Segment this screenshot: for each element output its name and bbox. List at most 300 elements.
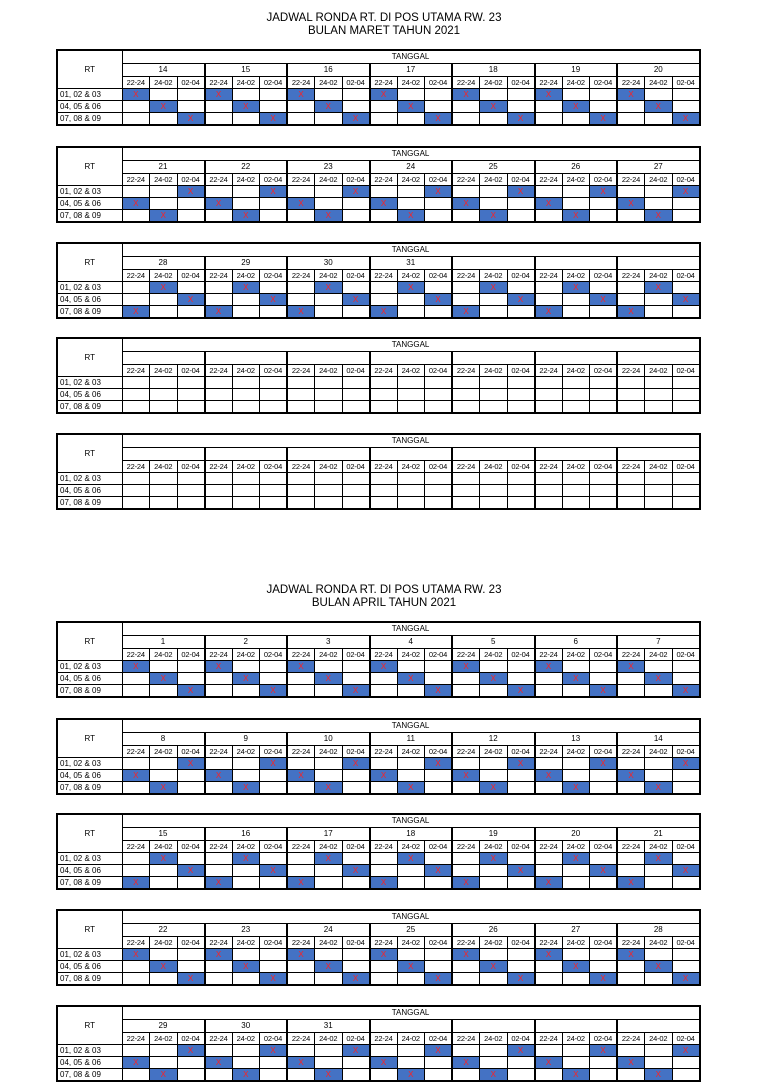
- time-slot-cell: 22-24: [205, 937, 233, 949]
- schedule-cell: [535, 113, 563, 126]
- rt-row-label: 04, 05 & 06: [57, 961, 122, 973]
- header-row-tanggal: [57, 434, 700, 448]
- time-slot-cell: 02-04: [590, 1033, 618, 1045]
- duty-mark-cell: X: [122, 661, 150, 673]
- schedule-cell: [507, 401, 535, 414]
- time-slot-cell: 22-24: [122, 937, 150, 949]
- duty-mark-cell: X: [150, 853, 178, 865]
- schedule-cell: [590, 673, 618, 685]
- schedule-cell: [645, 973, 673, 986]
- schedule-cell: [480, 949, 508, 961]
- schedule-cell: [370, 853, 398, 865]
- schedule-cell: [645, 877, 673, 890]
- schedule-cell: [452, 101, 480, 113]
- schedule-cell: [342, 1057, 370, 1069]
- schedule-cell: [535, 497, 563, 510]
- schedule-cell: [150, 294, 178, 306]
- date-cell: 29: [205, 257, 288, 270]
- time-slot-cell: 22-24: [122, 461, 150, 473]
- schedule-cell: [480, 89, 508, 101]
- date-cell: [535, 352, 618, 365]
- schedule-cell: [177, 1069, 205, 1082]
- schedule-cell: [452, 973, 480, 986]
- duty-mark-cell: X: [452, 877, 480, 890]
- time-slot-cell: 02-04: [177, 1033, 205, 1045]
- time-slot-cell: 24-02: [480, 1033, 508, 1045]
- schedule-cell: [507, 853, 535, 865]
- schedule-cell: [507, 961, 535, 973]
- time-slot-cell: 22-24: [287, 77, 315, 89]
- rt-row-label: 04, 05 & 06: [57, 389, 122, 401]
- duty-mark-cell: X: [535, 661, 563, 673]
- schedule-cell: [452, 1069, 480, 1082]
- schedule-cell: [205, 865, 233, 877]
- duty-mark-cell: X: [425, 1045, 453, 1057]
- schedule-cell: [645, 294, 673, 306]
- duty-mark-cell: X: [397, 282, 425, 294]
- tanggal-header: TANGGAL: [122, 1006, 700, 1020]
- date-cell: 8: [122, 733, 205, 746]
- duty-mark-cell: X: [177, 685, 205, 698]
- schedule-cell: [232, 770, 260, 782]
- schedule-cell: [260, 389, 288, 401]
- schedule-cell: [370, 485, 398, 497]
- schedule-cell: [617, 1069, 645, 1082]
- schedule-cell: [535, 282, 563, 294]
- schedule-cell: [397, 294, 425, 306]
- duty-mark-cell: X: [260, 113, 288, 126]
- duty-mark-cell: X: [562, 210, 590, 223]
- schedule-cell: [425, 770, 453, 782]
- schedule-cell: [397, 973, 425, 986]
- time-slot-cell: 24-02: [397, 937, 425, 949]
- schedule-cell: [370, 282, 398, 294]
- date-cell: 15: [122, 828, 205, 841]
- schedule-cell: [150, 685, 178, 698]
- schedule-cell: [645, 485, 673, 497]
- duty-mark-cell: X: [397, 961, 425, 973]
- date-cell: 6: [535, 636, 618, 649]
- time-slot-cell: 24-02: [645, 649, 673, 661]
- schedule-cell: [122, 961, 150, 973]
- duty-mark-cell: X: [645, 210, 673, 223]
- time-slot-cell: 02-04: [425, 649, 453, 661]
- schedule-cell: [562, 758, 590, 770]
- time-slot-cell: 02-04: [260, 1033, 288, 1045]
- schedule-cell: [535, 377, 563, 389]
- duty-mark-cell: X: [315, 101, 343, 113]
- time-slot-cell: 02-04: [342, 746, 370, 758]
- rt-row-label: 01, 02 & 03: [57, 282, 122, 294]
- duty-mark-cell: X: [480, 101, 508, 113]
- date-cell: 9: [205, 733, 288, 746]
- duty-mark-cell: X: [645, 961, 673, 973]
- schedule-cell: [535, 210, 563, 223]
- duty-mark-cell: X: [590, 294, 618, 306]
- time-slot-cell: 24-02: [232, 1033, 260, 1045]
- date-cell: [617, 1020, 700, 1033]
- schedule-cell: [177, 282, 205, 294]
- time-slot-cell: 24-02: [315, 649, 343, 661]
- duty-mark-cell: X: [452, 1057, 480, 1069]
- time-slot-cell: 02-04: [507, 937, 535, 949]
- duty-mark-cell: X: [425, 973, 453, 986]
- duty-mark-cell: X: [452, 89, 480, 101]
- schedule-cell: [205, 973, 233, 986]
- schedule-cell: [232, 949, 260, 961]
- schedule-cell: [260, 306, 288, 319]
- time-slot-cell: 24-02: [150, 841, 178, 853]
- schedule-cell: [315, 973, 343, 986]
- schedule-cell: [452, 782, 480, 795]
- schedule-cell: [645, 758, 673, 770]
- schedule-cell: [315, 865, 343, 877]
- schedule-cell: [645, 89, 673, 101]
- duty-mark-cell: X: [177, 1045, 205, 1057]
- schedule-cell: [507, 1057, 535, 1069]
- schedule-cell: [177, 949, 205, 961]
- schedule-cell: [342, 306, 370, 319]
- time-slot-cell: 02-04: [425, 746, 453, 758]
- rt-row: [57, 973, 700, 986]
- schedule-cell: [260, 485, 288, 497]
- header-row-slots: [57, 461, 700, 473]
- schedule-cell: [507, 782, 535, 795]
- schedule-cell: [122, 101, 150, 113]
- time-slot-cell: 24-02: [397, 649, 425, 661]
- schedule-cell: [177, 782, 205, 795]
- rt-row: [57, 294, 700, 306]
- schedule-cell: [645, 198, 673, 210]
- time-slot-cell: 22-24: [287, 649, 315, 661]
- time-slot-cell: 24-02: [480, 841, 508, 853]
- rt-row-label: 04, 05 & 06: [57, 485, 122, 497]
- schedule-cell: [645, 401, 673, 414]
- rt-row-label: 07, 08 & 09: [57, 306, 122, 319]
- duty-mark-cell: X: [507, 685, 535, 698]
- schedule-cell: [672, 497, 700, 510]
- duty-mark-cell: X: [672, 294, 700, 306]
- schedule-cell: [150, 198, 178, 210]
- time-slot-cell: 02-04: [177, 937, 205, 949]
- schedule-cell: [645, 306, 673, 319]
- time-slot-cell: 02-04: [342, 937, 370, 949]
- time-slot-cell: 22-24: [370, 365, 398, 377]
- time-slot-cell: 22-24: [122, 1033, 150, 1045]
- schedule-cell: [672, 485, 700, 497]
- schedule-cell: [617, 401, 645, 414]
- duty-mark-cell: X: [617, 1057, 645, 1069]
- date-cell: 24: [370, 161, 453, 174]
- schedule-cell: [452, 485, 480, 497]
- schedule-cell: [205, 294, 233, 306]
- duty-mark-cell: X: [535, 89, 563, 101]
- schedule-cell: [177, 853, 205, 865]
- duty-mark-cell: X: [315, 282, 343, 294]
- time-slot-cell: 24-02: [315, 77, 343, 89]
- time-slot-cell: 02-04: [425, 937, 453, 949]
- schedule-cell: [342, 497, 370, 510]
- date-cell: 15: [205, 64, 288, 77]
- duty-mark-cell: X: [425, 865, 453, 877]
- rt-header: RT: [57, 910, 122, 949]
- date-cell: 17: [370, 64, 453, 77]
- schedule-cell: [205, 497, 233, 510]
- duty-mark-cell: X: [177, 186, 205, 198]
- time-slot-cell: 22-24: [287, 461, 315, 473]
- time-slot-cell: 22-24: [370, 649, 398, 661]
- schedule-cell: [590, 661, 618, 673]
- schedule-cell: [672, 473, 700, 485]
- duty-mark-cell: X: [232, 210, 260, 223]
- schedule-cell: [562, 294, 590, 306]
- rt-header: RT: [57, 434, 122, 473]
- schedule-cell: [590, 949, 618, 961]
- header-row-dates: [57, 924, 700, 937]
- schedule-cell: [452, 389, 480, 401]
- schedule-cell: [562, 89, 590, 101]
- schedule-cell: [562, 1045, 590, 1057]
- schedule-cell: [177, 1057, 205, 1069]
- schedule-cell: [425, 401, 453, 414]
- schedule-cell: [122, 473, 150, 485]
- april-title: [0, 584, 768, 610]
- duty-mark-cell: X: [370, 770, 398, 782]
- schedule-cell: [590, 485, 618, 497]
- duty-mark-cell: X: [452, 198, 480, 210]
- schedule-cell: [205, 401, 233, 414]
- schedule-cell: [232, 389, 260, 401]
- schedule-cell: [150, 973, 178, 986]
- schedule-cell: [287, 1069, 315, 1082]
- schedule-cell: [507, 101, 535, 113]
- time-slot-cell: 24-02: [315, 461, 343, 473]
- schedule-cell: [122, 1069, 150, 1082]
- duty-mark-cell: X: [535, 306, 563, 319]
- time-slot-cell: 24-02: [397, 746, 425, 758]
- schedule-cell: [287, 853, 315, 865]
- schedule-cell: [177, 770, 205, 782]
- schedule-cell: [617, 101, 645, 113]
- date-cell: 11: [370, 733, 453, 746]
- schedule-cell: [562, 770, 590, 782]
- schedule-cell: [535, 782, 563, 795]
- time-slot-cell: 24-02: [645, 937, 673, 949]
- schedule-cell: [535, 1069, 563, 1082]
- duty-mark-cell: X: [205, 306, 233, 319]
- time-slot-cell: 24-02: [480, 270, 508, 282]
- time-slot-cell: 02-04: [177, 746, 205, 758]
- schedule-cell: [122, 401, 150, 414]
- duty-mark-cell: X: [645, 1069, 673, 1082]
- time-slot-cell: 22-24: [617, 77, 645, 89]
- time-slot-cell: 22-24: [535, 1033, 563, 1045]
- schedule-cell: [397, 473, 425, 485]
- schedule-cell: [205, 186, 233, 198]
- duty-mark-cell: X: [672, 186, 700, 198]
- schedule-cell: [425, 210, 453, 223]
- rt-row: [57, 853, 700, 865]
- header-row-tanggal: [57, 814, 700, 828]
- date-cell: [617, 448, 700, 461]
- duty-mark-cell: X: [425, 685, 453, 698]
- schedule-cell: [342, 485, 370, 497]
- schedule-cell: [287, 961, 315, 973]
- schedule-cell: [535, 389, 563, 401]
- schedule-cell: [315, 294, 343, 306]
- schedule-cell: [342, 282, 370, 294]
- rt-row-label: 04, 05 & 06: [57, 865, 122, 877]
- schedule-cell: [645, 389, 673, 401]
- schedule-cell: [397, 389, 425, 401]
- time-slot-cell: 22-24: [122, 649, 150, 661]
- schedule-cell: [232, 306, 260, 319]
- schedule-cell: [425, 485, 453, 497]
- schedule-cell: [260, 101, 288, 113]
- time-slot-cell: 02-04: [507, 174, 535, 186]
- time-slot-cell: 24-02: [397, 841, 425, 853]
- date-cell: 30: [205, 1020, 288, 1033]
- date-cell: 14: [617, 733, 700, 746]
- header-row-dates: [57, 448, 700, 461]
- duty-mark-cell: X: [287, 877, 315, 890]
- schedule-cell: [260, 377, 288, 389]
- schedule-cell: [535, 485, 563, 497]
- schedule-cell: [507, 210, 535, 223]
- schedule-cell: [480, 685, 508, 698]
- schedule-cell: [150, 497, 178, 510]
- duty-mark-cell: X: [452, 306, 480, 319]
- duty-mark-cell: X: [480, 282, 508, 294]
- time-slot-cell: 02-04: [177, 649, 205, 661]
- schedule-cell: [672, 389, 700, 401]
- schedule-cell: [507, 661, 535, 673]
- time-slot-cell: 24-02: [645, 365, 673, 377]
- schedule-cell: [397, 661, 425, 673]
- schedule-cell: [370, 497, 398, 510]
- rt-row: [57, 473, 700, 485]
- schedule-cell: [287, 485, 315, 497]
- time-slot-cell: 02-04: [177, 174, 205, 186]
- time-slot-cell: 24-02: [232, 270, 260, 282]
- schedule-cell: [452, 853, 480, 865]
- time-slot-cell: 02-04: [342, 365, 370, 377]
- schedule-cell: [535, 294, 563, 306]
- time-slot-cell: 22-24: [452, 174, 480, 186]
- schedule-cell: [150, 473, 178, 485]
- schedule-cell: [562, 485, 590, 497]
- header-row-dates: [57, 1020, 700, 1033]
- rt-row: [57, 377, 700, 389]
- schedule-cell: [562, 685, 590, 698]
- schedule-cell: [617, 294, 645, 306]
- march-title: [0, 12, 768, 38]
- schedule-cell: [535, 865, 563, 877]
- schedule-cell: [535, 101, 563, 113]
- schedule-cell: [397, 485, 425, 497]
- time-slot-cell: 02-04: [590, 841, 618, 853]
- schedule-cell: [122, 782, 150, 795]
- schedule-cell: [645, 1045, 673, 1057]
- schedule-cell: [150, 113, 178, 126]
- schedule-cell: [205, 282, 233, 294]
- rt-row: [57, 758, 700, 770]
- rt-header: RT: [57, 50, 122, 89]
- duty-mark-cell: X: [287, 770, 315, 782]
- time-slot-cell: 02-04: [260, 461, 288, 473]
- time-slot-cell: 22-24: [205, 461, 233, 473]
- schedule-cell: [507, 306, 535, 319]
- schedule-cell: [287, 685, 315, 698]
- schedule-cell: [342, 770, 370, 782]
- schedule-cell: [397, 306, 425, 319]
- time-slot-cell: 02-04: [507, 365, 535, 377]
- time-slot-cell: 22-24: [452, 746, 480, 758]
- schedule-cell: [617, 853, 645, 865]
- schedule-cell: [122, 485, 150, 497]
- duty-mark-cell: X: [232, 961, 260, 973]
- schedule-cell: [122, 282, 150, 294]
- header-row-tanggal: [57, 622, 700, 636]
- schedule-cell: [315, 661, 343, 673]
- schedule-table: [56, 337, 701, 414]
- time-slot-cell: 24-02: [480, 365, 508, 377]
- rt-row-label: 04, 05 & 06: [57, 101, 122, 113]
- duty-mark-cell: X: [260, 186, 288, 198]
- rt-row-label: 07, 08 & 09: [57, 113, 122, 126]
- schedule-cell: [150, 661, 178, 673]
- duty-mark-cell: X: [562, 961, 590, 973]
- schedule-cell: [260, 877, 288, 890]
- schedule-cell: [617, 485, 645, 497]
- rt-row-label: 01, 02 & 03: [57, 89, 122, 101]
- rt-row: [57, 961, 700, 973]
- schedule-cell: [425, 306, 453, 319]
- schedule-cell: [150, 89, 178, 101]
- schedule-cell: [590, 877, 618, 890]
- schedule-cell: [370, 294, 398, 306]
- time-slot-cell: 24-02: [645, 77, 673, 89]
- date-cell: [535, 1020, 618, 1033]
- time-slot-cell: 02-04: [672, 461, 700, 473]
- time-slot-cell: 24-02: [397, 174, 425, 186]
- time-slot-cell: 24-02: [645, 746, 673, 758]
- time-slot-cell: 24-02: [315, 841, 343, 853]
- rt-row-label: 07, 08 & 09: [57, 401, 122, 414]
- schedule-cell: [260, 961, 288, 973]
- schedule-cell: [177, 89, 205, 101]
- duty-mark-cell: X: [205, 661, 233, 673]
- rt-row: [57, 782, 700, 795]
- schedule-cell: [590, 210, 618, 223]
- schedule-cell: [342, 101, 370, 113]
- time-slot-cell: 22-24: [617, 174, 645, 186]
- time-slot-cell: 22-24: [205, 649, 233, 661]
- time-slot-cell: 24-02: [480, 461, 508, 473]
- schedule-cell: [480, 1045, 508, 1057]
- schedule-cell: [562, 473, 590, 485]
- time-slot-cell: 02-04: [672, 649, 700, 661]
- date-cell: 22: [122, 924, 205, 937]
- rt-row: [57, 485, 700, 497]
- schedule-cell: [425, 661, 453, 673]
- schedule-cell: [177, 485, 205, 497]
- rt-row-label: 01, 02 & 03: [57, 1045, 122, 1057]
- rt-row: [57, 1057, 700, 1069]
- schedule-cell: [562, 1057, 590, 1069]
- schedule-cell: [177, 101, 205, 113]
- schedule-cell: [342, 949, 370, 961]
